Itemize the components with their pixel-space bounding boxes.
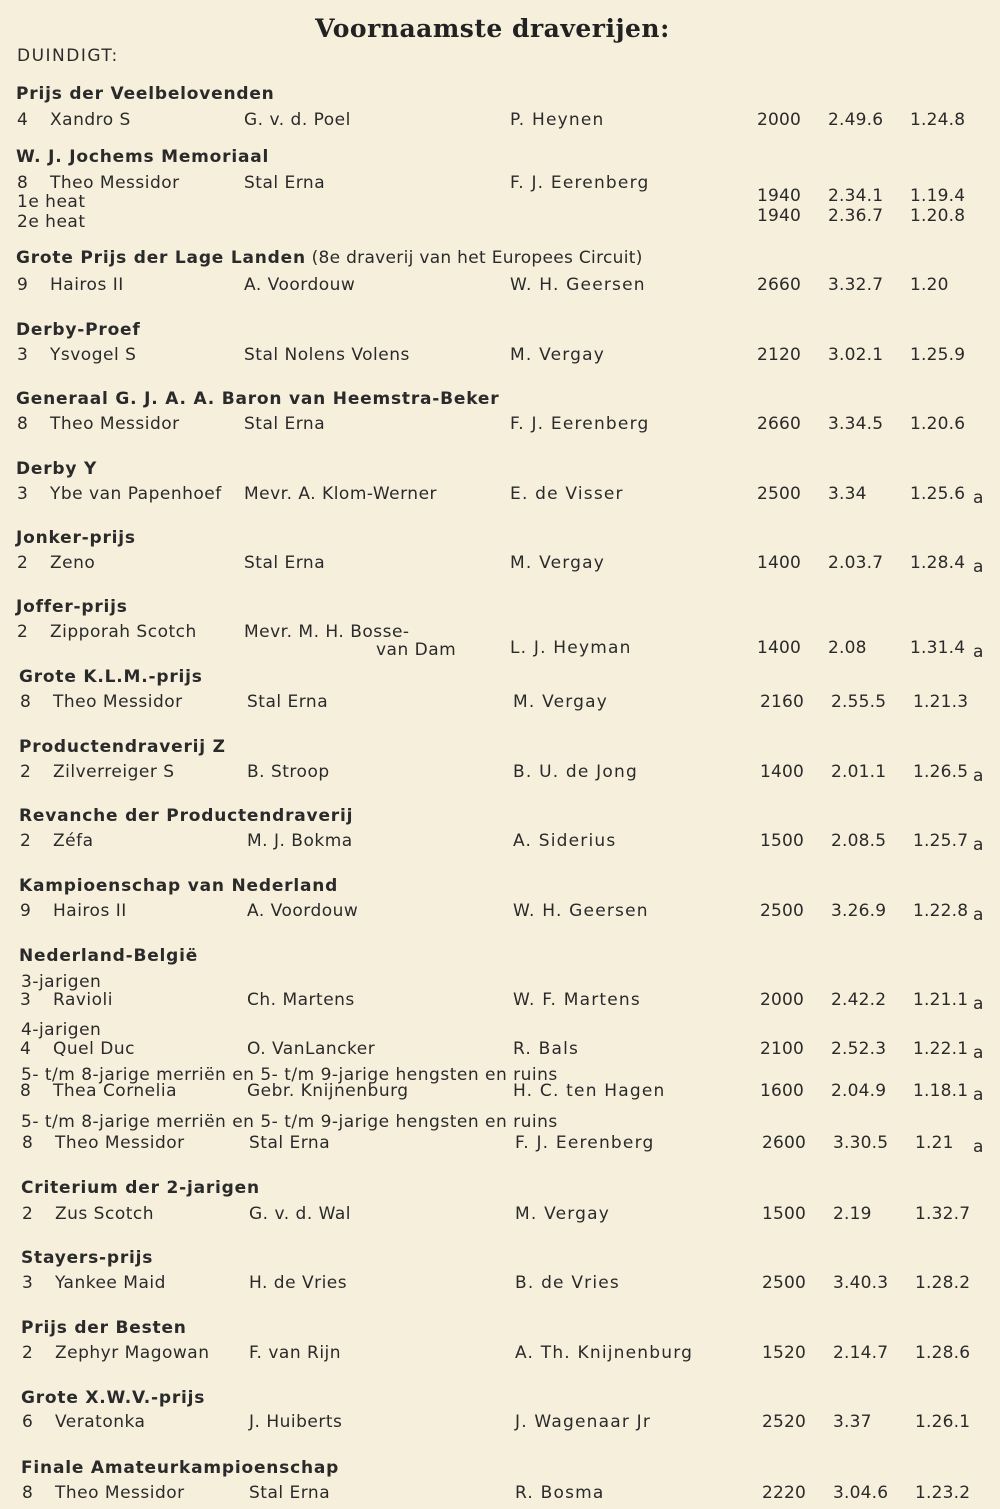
owner-name: O. VanLancker — [247, 1039, 376, 1059]
race-title-text: Generaal G. J. A. A. Baron van Heemstra-Beker — [16, 389, 500, 409]
entry-number: 8 — [17, 414, 29, 434]
start-marker: a — [973, 488, 984, 508]
owner-name: A. Voordouw — [244, 275, 356, 295]
race-time: 2.14.7 — [833, 1343, 889, 1363]
kilometre-time: 1.25.7 — [913, 831, 969, 851]
owner-name-continued: van Dam — [376, 640, 457, 660]
distance: 1520 — [762, 1343, 807, 1363]
horse-name: Theo Messidor — [50, 414, 180, 434]
start-marker: a — [973, 766, 984, 786]
entry-number: 2 — [20, 831, 32, 851]
owner-name: J. Huiberts — [249, 1412, 343, 1432]
driver-name: W. H. Geersen — [513, 901, 649, 921]
entry-number: 8 — [22, 1483, 34, 1503]
entry-number: 3 — [17, 345, 29, 365]
distance: 2500 — [760, 901, 805, 921]
venue-heading: DUINDIGT: — [17, 46, 119, 66]
kilometre-time: 1.21.1 — [913, 990, 969, 1010]
race-title-text: Kampioenschap van Nederland — [19, 876, 339, 896]
race-title-text: Prijs der Veelbelovenden — [16, 84, 275, 104]
race-title-text: Productendraverij Z — [19, 737, 226, 757]
distance: 2100 — [760, 1039, 805, 1059]
kilometre-time: 1.26.5 — [913, 762, 969, 782]
entry-number: 2 — [17, 553, 29, 573]
owner-name: Stal Erna — [244, 553, 326, 573]
owner-name: M. J. Bokma — [247, 831, 353, 851]
race-time: 2.19 — [833, 1204, 872, 1224]
race-time: 3.34 — [828, 484, 867, 504]
kilometre-time: 1.21.3 — [913, 692, 969, 712]
race-title — [16, 528, 136, 548]
distance: 1940 — [757, 186, 802, 206]
driver-name: M. Vergay — [515, 1204, 611, 1224]
race-title-text: Grote X.W.V.-prijs — [21, 1388, 206, 1408]
driver-name: L. J. Heyman — [510, 638, 632, 658]
kilometre-time: 1.23.2 — [915, 1483, 971, 1503]
race-title-text: Nederland-België — [19, 946, 199, 966]
race-time: 2.34.1 — [828, 186, 884, 206]
driver-name: M. Vergay — [510, 553, 606, 573]
driver-name: F. J. Eerenberg — [515, 1133, 655, 1153]
race-title-text: Prijs der Besten — [21, 1318, 187, 1338]
owner-name: Stal Nolens Volens — [244, 345, 410, 365]
owner-name: Ch. Martens — [247, 990, 355, 1010]
horse-name: Theo Messidor — [55, 1133, 185, 1153]
kilometre-time: 1.18.1 — [913, 1081, 969, 1101]
owner-name: G. v. d. Wal — [249, 1204, 351, 1224]
kilometre-time: 1.31.4 — [910, 638, 966, 658]
race-title — [16, 248, 643, 268]
kilometre-time: 1.22.8 — [913, 901, 969, 921]
race-time: 2.08.5 — [831, 831, 887, 851]
distance: 2120 — [757, 345, 802, 365]
race-title — [16, 597, 128, 617]
race-time: 2.42.2 — [831, 990, 887, 1010]
horse-name: Hairos II — [50, 275, 124, 295]
race-title-text: Joffer-prijs — [16, 597, 128, 617]
entry-number: 8 — [20, 692, 32, 712]
race-title-text: Grote Prijs der Lage Landen — [16, 248, 306, 268]
driver-name: F. J. Eerenberg — [510, 414, 650, 434]
horse-name: Theo Messidor — [55, 1483, 185, 1503]
race-title-text: W. J. Jochems Memoriaal — [16, 147, 270, 167]
entry-number: 2 — [22, 1204, 34, 1224]
race-time: 2.49.6 — [828, 110, 884, 130]
race-time: 2.55.5 — [831, 692, 887, 712]
race-title-text: Finale Amateurkampioenschap — [21, 1458, 340, 1478]
race-time: 2.08 — [828, 638, 867, 658]
horse-name: Zeno — [50, 553, 96, 573]
entry-number: 2 — [22, 1343, 34, 1363]
kilometre-time: 1.26.1 — [915, 1412, 971, 1432]
kilometre-time: 1.20.6 — [910, 414, 966, 434]
horse-name: Veratonka — [55, 1412, 146, 1432]
kilometre-time: 1.20.8 — [910, 206, 966, 226]
start-marker: a — [973, 905, 984, 925]
horse-name: Ysvogel S — [50, 345, 137, 365]
race-time: 3.26.9 — [831, 901, 887, 921]
kilometre-time: 1.32.7 — [915, 1204, 971, 1224]
owner-name: Stal Erna — [244, 173, 326, 193]
horse-name: Ravioli — [53, 990, 113, 1010]
age-category-label: 3-jarigen — [21, 972, 102, 992]
distance: 1400 — [757, 553, 802, 573]
start-marker: a — [973, 994, 984, 1014]
kilometre-time: 1.25.9 — [910, 345, 966, 365]
distance: 2600 — [762, 1133, 807, 1153]
race-title — [19, 806, 353, 826]
kilometre-time: 1.22.1 — [913, 1039, 969, 1059]
kilometre-time: 1.28.6 — [915, 1343, 971, 1363]
horse-name: Xandro S — [50, 110, 131, 130]
distance: 1600 — [760, 1081, 805, 1101]
horse-name: Zipporah Scotch — [50, 622, 197, 642]
race-title — [16, 84, 275, 104]
horse-name: Theo Messidor — [50, 173, 180, 193]
kilometre-time: 1.19.4 — [910, 186, 966, 206]
distance: 2500 — [762, 1273, 807, 1293]
distance: 1500 — [760, 831, 805, 851]
driver-name: R. Bosma — [515, 1483, 605, 1503]
distance: 1400 — [757, 638, 802, 658]
distance: 2000 — [757, 110, 802, 130]
race-title — [21, 1388, 205, 1408]
race-title — [21, 1318, 187, 1338]
age-category-label: 4-jarigen — [21, 1020, 102, 1040]
race-title — [16, 459, 97, 479]
start-marker: a — [973, 1137, 984, 1157]
horse-name: Zilverreiger S — [53, 762, 175, 782]
driver-name: F. J. Eerenberg — [510, 173, 650, 193]
owner-name: Mevr. A. Klom-Werner — [244, 484, 438, 504]
distance: 2160 — [760, 692, 805, 712]
horse-name: Zephyr Magowan — [55, 1343, 210, 1363]
race-title-text: Derby Y — [16, 459, 98, 479]
driver-name: B. de Vries — [515, 1273, 620, 1293]
start-marker: a — [973, 835, 984, 855]
race-time: 3.40.3 — [833, 1273, 889, 1293]
driver-name: M. Vergay — [510, 345, 606, 365]
race-title-text: Derby-Proef — [16, 320, 141, 340]
race-time: 3.04.6 — [833, 1483, 889, 1503]
owner-name: Gebr. Knijnenburg — [247, 1081, 409, 1101]
horse-name: Zus Scotch — [55, 1204, 155, 1224]
distance: 1400 — [760, 762, 805, 782]
race-title — [19, 946, 198, 966]
driver-name: A. Th. Knijnenburg — [515, 1343, 694, 1363]
entry-number: 2 — [20, 762, 32, 782]
start-marker: a — [973, 1085, 984, 1105]
entry-number: 3 — [17, 484, 29, 504]
heat-label: 2e heat — [17, 212, 86, 232]
start-marker: a — [973, 557, 984, 577]
distance: 1940 — [757, 206, 802, 226]
distance: 2520 — [762, 1412, 807, 1432]
race-time: 3.34.5 — [828, 414, 884, 434]
owner-name: Stal Erna — [249, 1133, 331, 1153]
race-title — [21, 1458, 339, 1478]
heat-label: 1e heat — [17, 192, 86, 212]
horse-name: Thea Cornelia — [53, 1081, 177, 1101]
horse-name: Theo Messidor — [53, 692, 183, 712]
driver-name: B. U. de Jong — [513, 762, 638, 782]
kilometre-time: 1.21 — [915, 1133, 954, 1153]
race-time: 2.04.9 — [831, 1081, 887, 1101]
race-title-text: Criterium der 2-jarigen — [21, 1178, 260, 1198]
entry-number: 3 — [20, 990, 32, 1010]
owner-name: A. Voordouw — [247, 901, 359, 921]
race-title — [16, 320, 141, 340]
start-marker: a — [973, 1043, 984, 1063]
entry-number: 4 — [17, 110, 29, 130]
entry-number: 9 — [20, 901, 32, 921]
entry-number: 9 — [17, 275, 29, 295]
owner-name: B. Stroop — [247, 762, 330, 782]
driver-name: P. Heynen — [510, 110, 605, 130]
race-title-note: (8e draverij van het Europees Circuit) — [305, 248, 643, 268]
distance: 2660 — [757, 275, 802, 295]
driver-name: H. C. ten Hagen — [513, 1081, 666, 1101]
kilometre-time: 1.28.4 — [910, 553, 966, 573]
entry-number: 2 — [17, 622, 29, 642]
entry-number: 8 — [17, 173, 29, 193]
owner-name: Stal Erna — [247, 692, 329, 712]
owner-name: Stal Erna — [244, 414, 326, 434]
race-title — [19, 876, 338, 896]
entry-number: 6 — [22, 1412, 34, 1432]
race-title — [16, 147, 269, 167]
owner-name: Stal Erna — [249, 1483, 331, 1503]
driver-name: R. Bals — [513, 1039, 580, 1059]
race-time: 3.37 — [833, 1412, 872, 1432]
horse-name: Zéfa — [53, 831, 94, 851]
start-marker: a — [973, 642, 984, 662]
age-category-label: 5- t/m 8-jarige merriën en 5- t/m 9-jarige hengsten en ruins — [21, 1065, 558, 1085]
race-title — [16, 389, 499, 409]
horse-name: Hairos II — [53, 901, 127, 921]
owner-name: F. van Rijn — [249, 1343, 342, 1363]
distance: 2000 — [760, 990, 805, 1010]
driver-name: W. H. Geersen — [510, 275, 646, 295]
owner-name: Mevr. M. H. Bosse- — [244, 622, 410, 642]
kilometre-time: 1.28.2 — [915, 1273, 971, 1293]
kilometre-time: 1.24.8 — [910, 110, 966, 130]
driver-name: A. Siderius — [513, 831, 617, 851]
entry-number: 8 — [22, 1133, 34, 1153]
race-title-text: Stayers-prijs — [21, 1248, 154, 1268]
kilometre-time: 1.25.6 — [910, 484, 966, 504]
race-time: 2.03.7 — [828, 553, 884, 573]
horse-name: Yankee Maid — [55, 1273, 166, 1293]
distance: 2660 — [757, 414, 802, 434]
race-time: 2.52.3 — [831, 1039, 887, 1059]
owner-name: H. de Vries — [249, 1273, 348, 1293]
distance: 1500 — [762, 1204, 807, 1224]
page-title: Voornaamste draverijen: — [315, 14, 670, 43]
horse-name: Quel Duc — [53, 1039, 135, 1059]
race-title — [19, 737, 226, 757]
horse-name: Ybe van Papenhoef — [50, 484, 222, 504]
race-time: 3.02.1 — [828, 345, 884, 365]
age-category-label: 5- t/m 8-jarige merriën en 5- t/m 9-jarige hengsten en ruins — [21, 1112, 558, 1132]
race-title-text: Jonker-prijs — [16, 528, 136, 548]
race-time: 3.32.7 — [828, 275, 884, 295]
distance: 2500 — [757, 484, 802, 504]
owner-name: G. v. d. Poel — [244, 110, 351, 130]
driver-name: E. de Visser — [510, 484, 624, 504]
race-title-text: Grote K.L.M.-prijs — [19, 667, 203, 687]
driver-name: J. Wagenaar Jr — [515, 1412, 652, 1432]
distance: 2220 — [762, 1483, 807, 1503]
race-title — [19, 667, 203, 687]
race-title-text: Revanche der Productendraverij — [19, 806, 354, 826]
race-title — [21, 1248, 153, 1268]
driver-name: M. Vergay — [513, 692, 609, 712]
driver-name: W. F. Martens — [513, 990, 641, 1010]
entry-number: 4 — [20, 1039, 32, 1059]
entry-number: 3 — [22, 1273, 34, 1293]
race-time: 3.30.5 — [833, 1133, 889, 1153]
race-time: 2.01.1 — [831, 762, 887, 782]
kilometre-time: 1.20 — [910, 275, 949, 295]
race-title — [21, 1178, 260, 1198]
race-time: 2.36.7 — [828, 206, 884, 226]
entry-number: 8 — [20, 1081, 32, 1101]
